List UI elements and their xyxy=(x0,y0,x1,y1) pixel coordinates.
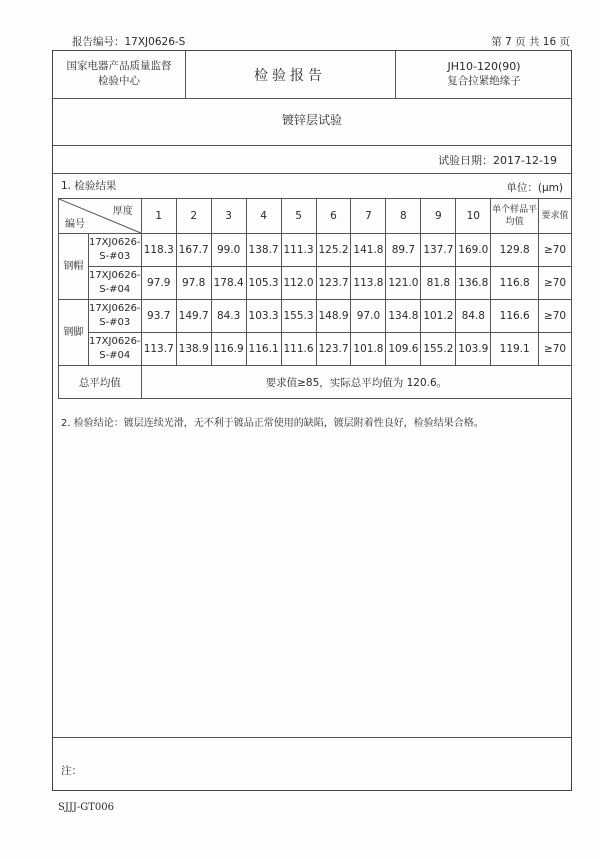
avg-header: 单个样品平均值 xyxy=(491,199,539,234)
column-header: 7 xyxy=(351,199,386,234)
value-cell: 155.2 xyxy=(421,333,456,366)
value-cell: 109.6 xyxy=(386,333,421,366)
value-cell: 101.2 xyxy=(421,300,456,333)
value-cell: 116.9 xyxy=(211,333,246,366)
req-header: 要求值 xyxy=(539,199,572,234)
value-cell: 149.7 xyxy=(176,300,211,333)
value-cell: 103.9 xyxy=(456,333,491,366)
req-cell: ≥70 xyxy=(539,333,572,366)
value-cell: 111.3 xyxy=(281,234,316,267)
value-cell: 93.7 xyxy=(141,300,176,333)
column-header: 2 xyxy=(176,199,211,234)
report-title: 检验报告 xyxy=(254,68,326,84)
total-row xyxy=(59,366,572,399)
value-cell: 111.6 xyxy=(281,333,316,366)
table-row xyxy=(59,234,572,267)
column-header: 5 xyxy=(281,199,316,234)
value-cell: 169.0 xyxy=(456,234,491,267)
value-cell: 84.3 xyxy=(211,300,246,333)
req-cell: ≥70 xyxy=(539,300,572,333)
total-text: 要求值≥85，实际总平均值为 120.6。 xyxy=(141,366,571,399)
value-cell: 118.3 xyxy=(141,234,176,267)
value-cell: 148.9 xyxy=(316,300,351,333)
sample-id: 17XJ0626-S-#04 xyxy=(88,333,141,366)
footer-code: SJJJ-GT006 xyxy=(58,802,115,813)
table-header-row xyxy=(59,199,572,234)
group-label: 钢脚 xyxy=(59,300,89,366)
value-cell: 167.7 xyxy=(176,234,211,267)
column-header: 9 xyxy=(421,199,456,234)
sample-id: 17XJ0626-S-#03 xyxy=(88,234,141,267)
value-cell: 97.0 xyxy=(351,300,386,333)
table-row xyxy=(59,267,572,300)
report-number: 报告编号：17XJ0626-S xyxy=(72,36,186,48)
value-cell: 113.8 xyxy=(351,267,386,300)
group-label: 钢帽 xyxy=(59,234,89,300)
table-row xyxy=(59,333,572,366)
value-cell: 138.7 xyxy=(246,234,281,267)
value-cell: 178.4 xyxy=(211,267,246,300)
sample-id: 17XJ0626-S-#03 xyxy=(88,300,141,333)
section-title: 镀锌层试验 xyxy=(281,113,342,127)
value-cell: 103.3 xyxy=(246,300,281,333)
page-info: 第 7 页 共 16 页 xyxy=(491,36,570,48)
value-cell: 134.8 xyxy=(386,300,421,333)
conclusion: 2. 检验结论：镀层连续光滑，无不利于镀品正常使用的缺陷，镀层附着性良好，检验结果合格。 xyxy=(61,418,484,429)
column-header: 8 xyxy=(386,199,421,234)
value-cell: 116.1 xyxy=(246,333,281,366)
report-frame xyxy=(52,50,572,791)
corner-cell: 厚度 编号 xyxy=(59,199,142,234)
column-header: 4 xyxy=(246,199,281,234)
column-header: 3 xyxy=(211,199,246,234)
column-header: 6 xyxy=(316,199,351,234)
column-header: 10 xyxy=(456,199,491,234)
avg-cell: 116.6 xyxy=(491,300,539,333)
avg-cell: 116.8 xyxy=(491,267,539,300)
avg-cell: 119.1 xyxy=(491,333,539,366)
value-cell: 84.8 xyxy=(456,300,491,333)
value-cell: 97.9 xyxy=(141,267,176,300)
avg-cell: 129.8 xyxy=(491,234,539,267)
value-cell: 97.8 xyxy=(176,267,211,300)
value-cell: 113.7 xyxy=(141,333,176,366)
value-cell: 138.9 xyxy=(176,333,211,366)
value-cell: 123.7 xyxy=(316,267,351,300)
value-cell: 101.8 xyxy=(351,333,386,366)
req-cell: ≥70 xyxy=(539,234,572,267)
value-cell: 112.0 xyxy=(281,267,316,300)
value-cell: 81.8 xyxy=(421,267,456,300)
value-cell: 99.0 xyxy=(211,234,246,267)
value-cell: 121.0 xyxy=(386,267,421,300)
value-cell: 141.8 xyxy=(351,234,386,267)
org-name: 国家电器产品质量监督 检验中心 xyxy=(66,60,172,87)
value-cell: 89.7 xyxy=(386,234,421,267)
total-label: 总平均值 xyxy=(59,366,142,399)
value-cell: 123.7 xyxy=(316,333,351,366)
column-header: 1 xyxy=(141,199,176,234)
table-row xyxy=(59,300,572,333)
sample-id: 17XJ0626-S-#04 xyxy=(88,267,141,300)
value-cell: 136.8 xyxy=(456,267,491,300)
value-cell: 137.7 xyxy=(421,234,456,267)
results-heading: 1. 检验结果 xyxy=(61,180,117,192)
product-info: JH10-120(90) 复合拉紧绝缘子 xyxy=(447,60,521,87)
value-cell: 155.3 xyxy=(281,300,316,333)
value-cell: 105.3 xyxy=(246,267,281,300)
results-table xyxy=(58,198,572,399)
notes-label: 注： xyxy=(61,765,82,777)
unit-label: 单位：(μm) xyxy=(506,182,563,194)
value-cell: 125.2 xyxy=(316,234,351,267)
req-cell: ≥70 xyxy=(539,267,572,300)
test-date: 试验日期：2017-12-19 xyxy=(438,154,557,167)
